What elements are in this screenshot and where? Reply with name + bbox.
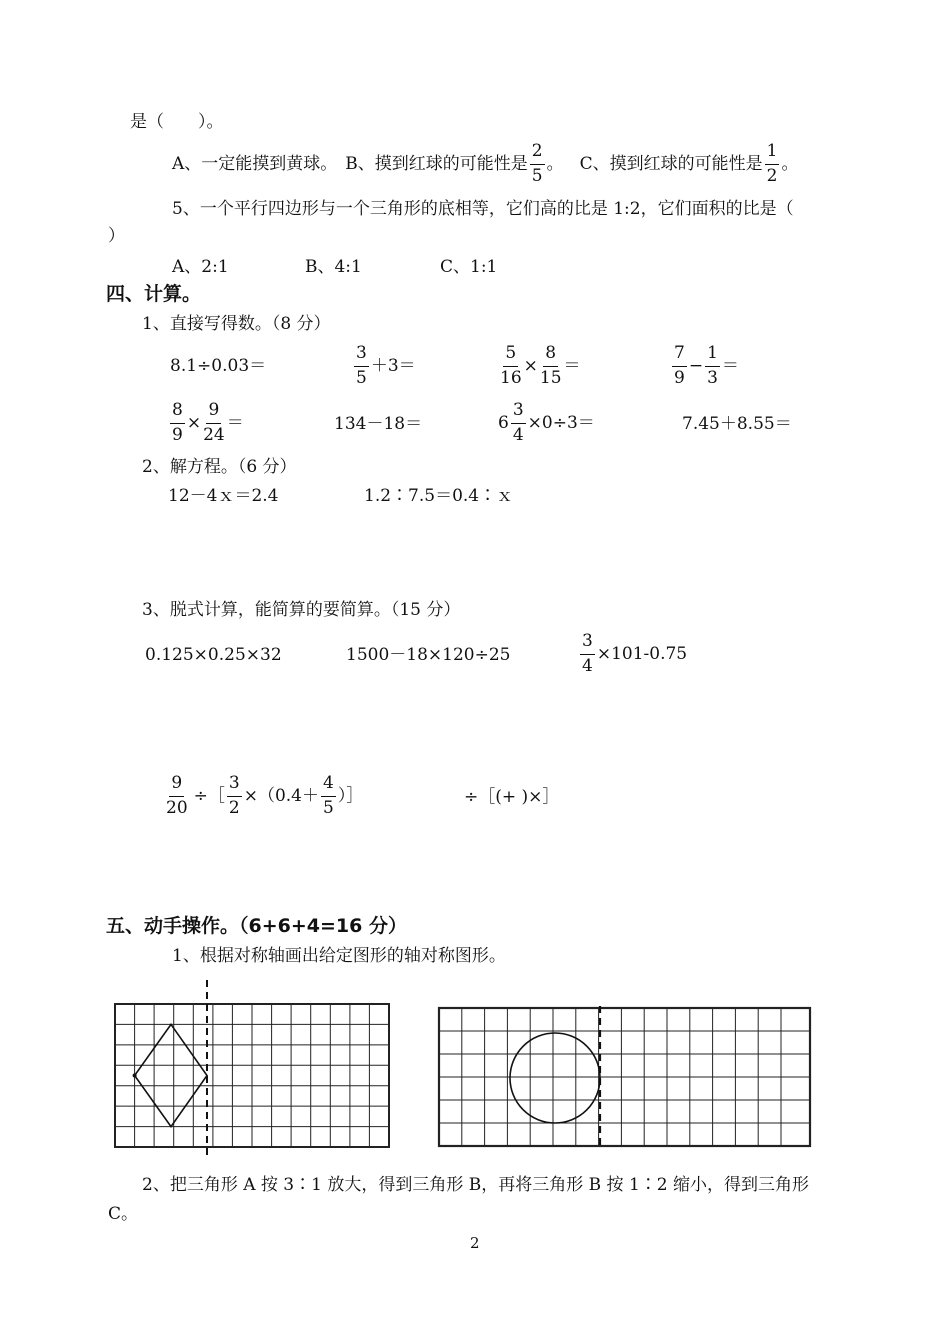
q4-line1: 是（ ）。 [130,112,224,132]
page-number: 2 [470,1234,480,1252]
calc-8.1-div: 8.1÷0.03＝ [170,356,267,376]
grid-diamond-figure [112,980,397,1160]
q4-option-a: A、一定能摸到黄球。 [172,153,338,174]
q4-option-c-suffix: 。 [781,153,799,174]
grid-circle-figure [434,998,814,1154]
section5-title: 五、动手操作。（6+6+4=16 分） [106,915,407,937]
step-calc-1: 0.125×0.25×32 [145,645,282,665]
s5-part1-title: 1、根据对称轴画出给定图形的轴对称图形。 [172,946,506,966]
step-calc-5: ÷［(+ )×］ [464,787,560,807]
calc-7.45-plus-8.55: 7.45＋8.55＝ [682,414,792,434]
q4-options [172,142,798,186]
q5-option-a: A、2:1 [172,257,229,277]
q5-text-cont: ） [108,226,125,246]
calc-7-9-minus-1-3: $\frac{7}{9}$ − $\frac{1}{3}$ ＝ [674,343,739,388]
s4-part3-title: 3、脱式计算，能简算的要简算。（15 分） [142,600,461,620]
section4-title: 四、计算。 [106,283,202,305]
calc-mixed-times-0: 6 $\frac{3}{4}$ ×0÷3＝ [498,400,595,445]
q4-option-c-fraction: $\frac{1}{2}$ [766,141,778,186]
q4-option-b-suffix: 。 [546,153,564,174]
q5-option-c: C、1:1 [440,257,498,277]
step-calc-2: 1500－18×120÷25 [346,645,511,665]
q5-option-b: B、4:1 [305,257,362,277]
calc-5-16-times-8-15: $\frac{5}{16}$ × $\frac{8}{15}$ ＝ [500,343,581,388]
step-calc-3: $\frac{3}{4}$ ×101-0.75 [582,631,688,676]
calc-134-minus-18: 134－18＝ [334,414,423,434]
q5-text: 5、一个平行四边形与一个三角形的底相等，它们高的比是 1:2，它们面积的比是（ [172,199,794,219]
s5-part2-text: 2、把三角形 A 按 3∶1 放大，得到三角形 B，再将三角形 B 按 1∶2 缩小，得到三角形 [142,1175,809,1195]
equation-1: 12－4ｘ＝2.4 [168,486,279,506]
s5-part2-text-cont: C。 [108,1204,139,1224]
step-calc-4: $\frac{9}{20}$ ÷［ $\frac{3}{2}$ ×（0.4＋ $\frac{4}{5}$ ）］ [166,773,364,818]
equation-2: 1.2∶7.5＝0.4∶ｘ [364,486,514,506]
s4-part2-title: 2、解方程。（6 分） [142,457,297,477]
q4-option-b-fraction: $\frac{2}{5}$ [531,141,543,186]
q4-option-c-prefix: C、摸到红球的可能性是 [579,153,763,174]
s4-part1-title: 1、直接写得数。（8 分） [142,314,331,334]
calc-8-9-times-9-24: $\frac{8}{9}$ × $\frac{9}{24}$ ＝ [172,400,244,445]
q4-option-b-prefix: B、摸到红球的可能性是 [345,153,528,174]
calc-3-5-plus-3: $\frac{3}{5}$ ＋3＝ [356,343,416,388]
